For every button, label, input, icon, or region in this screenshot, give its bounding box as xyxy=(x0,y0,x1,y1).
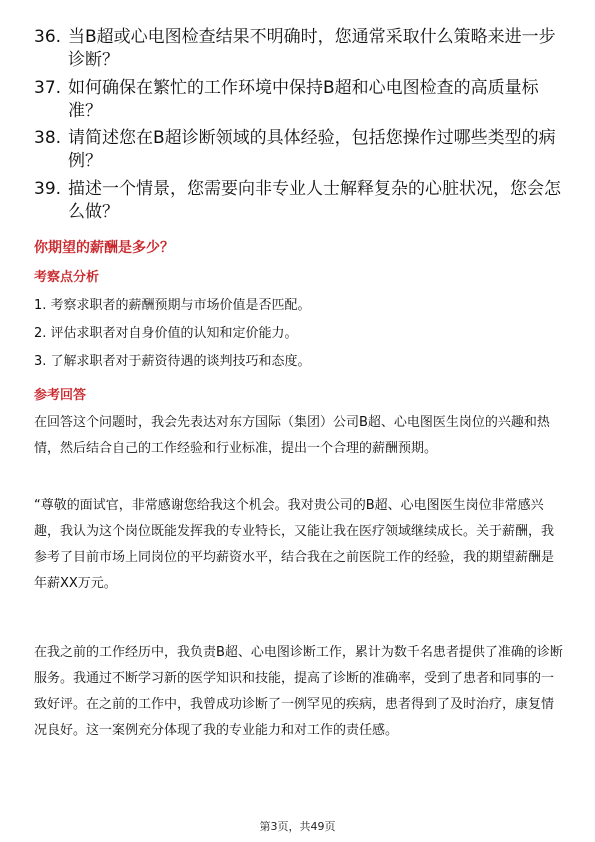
answer-paragraph: 在我之前的工作经历中，我负责B超、心电图诊断工作，累计为数千名患者提供了准确的诊断服务。我通过不断学习新的医学知识和技能，提高了诊断的准确率，受到了患者和同事的一致好评。在之前的工作中，我曾成功诊断了一例罕见的疾病，患者得到了及时治疗，康复情况良好。这一案例充分体现了我的专业能力和对工作的责任感。 xyxy=(34,645,563,738)
analysis-point: 1. 考察求职者的薪酬预期与市场价值是否匹配。 xyxy=(34,298,311,313)
question-text: 请简述您在B超诊断领域的具体经验，包括您操作过哪些类型的病例？ xyxy=(68,128,556,171)
question-text: 描述一个情景，您需要向非专业人士解释复杂的心脏状况，您会怎么做？ xyxy=(68,179,561,222)
question-number: 38. xyxy=(34,128,62,148)
answer-title: 参考回答 xyxy=(34,388,87,403)
analysis-point: 2. 评估求职者对自身价值的认知和定价能力。 xyxy=(34,326,298,341)
page-number: 第3页，共49页 xyxy=(259,820,336,833)
answer-paragraph: “尊敬的面试官，非常感谢您给我这个机会。我对贵公司的B超、心电图医生岗位非常感兴趣，我认为这个岗位既能发挥我的专业特长，又能让我在医疗领域继续成长。关于薪酬，我参考了目前市场上同岗位的平均薪资水平，结合我在之前医院工作的经验，我的期望薪酬是年薪XX万元。 xyxy=(34,498,555,591)
question-39 xyxy=(34,178,564,224)
analysis-point: 3. 了解求职者对于薪资待遇的谈判技巧和态度。 xyxy=(34,354,311,369)
question-36 xyxy=(34,26,564,72)
question-38 xyxy=(34,127,564,173)
question-text: 当B超或心电图检查结果不明确时，您通常采取什么策略来进一步诊断？ xyxy=(68,27,556,70)
section-title: 你期望的薪酬是多少？ xyxy=(34,240,174,256)
analysis-title: 考察点分析 xyxy=(34,270,100,285)
question-number: 37. xyxy=(34,78,62,98)
question-37 xyxy=(34,77,564,123)
question-number: 36. xyxy=(34,27,62,47)
answer-paragraph: 在回答这个问题时，我会先表达对东方国际（集团）公司B超、心电图医生岗位的兴趣和热情，然后结合自己的工作经验和行业标准，提出一个合理的薪酬预期。 xyxy=(34,415,550,456)
question-text: 如何确保在繁忙的工作环境中保持B超和心电图检查的高质量标准？ xyxy=(68,78,539,121)
question-number: 39. xyxy=(34,179,62,199)
